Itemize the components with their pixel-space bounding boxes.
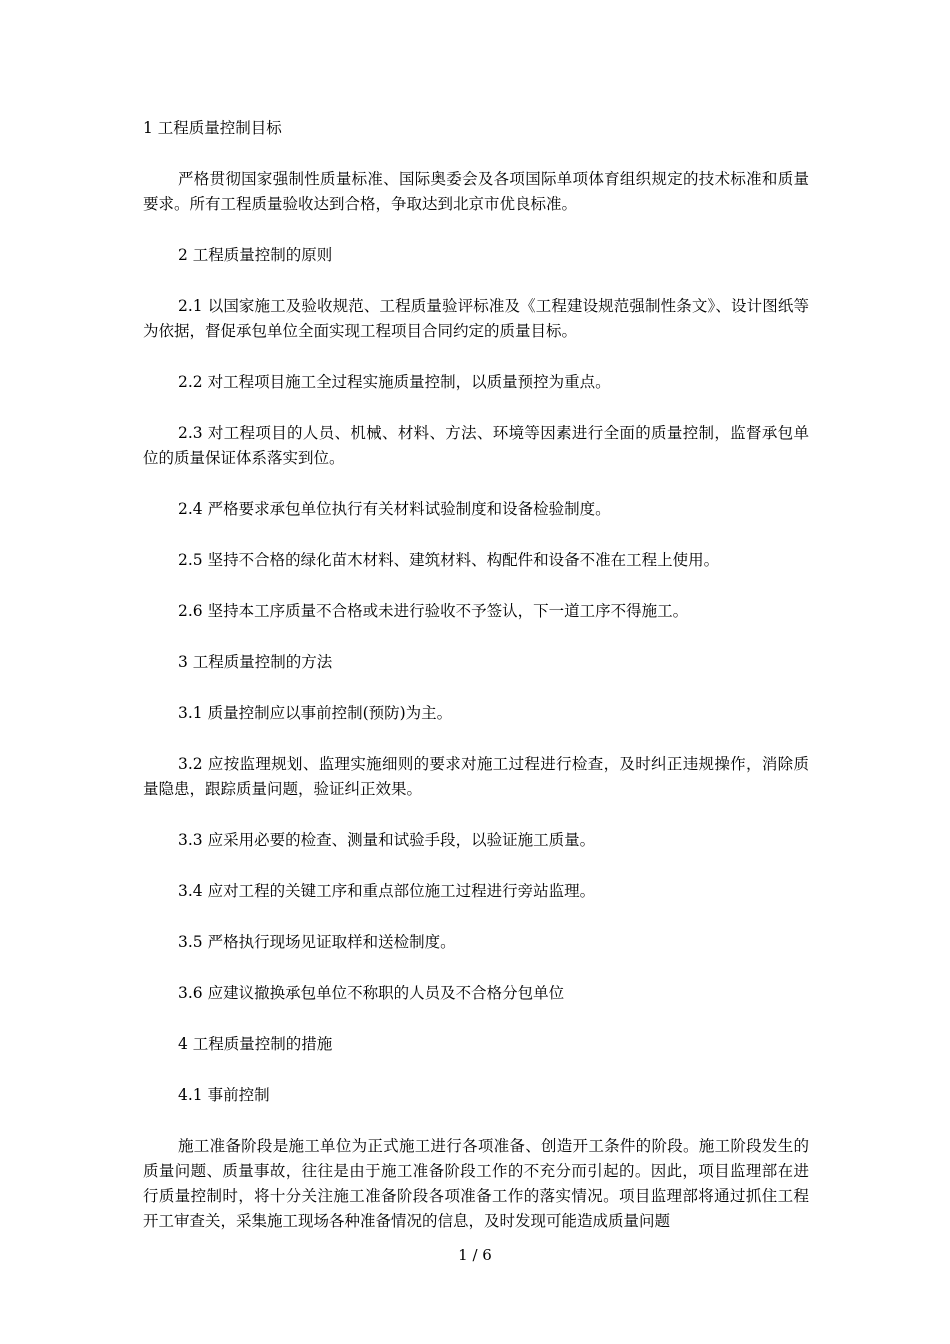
paragraph-preparation-stage: 施工准备阶段是施工单位为正式施工进行各项准备、创造开工条件的阶段。施工阶段发生的质量问题、质量事故，往往是由于施工准备阶段工作的不充分而引起的。因此，项目监理部在进行质量控制时，将十分关注施工准备阶段各项准备工作的落实情况。项目监理部将通过抓住工程开工审查关，采集施工现场各种准备情况的信息，及时发现可能造成质量问题 bbox=[143, 1137, 809, 1230]
paragraph-2-5: 2.5 坚持不合格的绿化苗木材料、建筑材料、构配件和设备不准在工程上使用。 bbox=[178, 551, 720, 569]
paragraph-2-3: 2.3 对工程项目的人员、机械、材料、方法、环境等因素进行全面的质量控制，监督承包单位的质量保证体系落实到位。 bbox=[143, 424, 809, 467]
paragraph-2-6: 2.6 坚持本工序质量不合格或未进行验收不予签认，下一道工序不得施工。 bbox=[178, 602, 689, 620]
section-heading-3: 3 工程质量控制的方法 bbox=[178, 653, 333, 671]
paragraph-3-5: 3.5 严格执行现场见证取样和送检制度。 bbox=[178, 933, 456, 951]
paragraph-2-4: 2.4 严格要求承包单位执行有关材料试验制度和设备检验制度。 bbox=[178, 500, 611, 518]
paragraph-3-1: 3.1 质量控制应以事前控制(预防)为主。 bbox=[178, 704, 453, 722]
page-number: 1 / 6 bbox=[458, 1246, 492, 1264]
document-body bbox=[143, 116, 809, 1234]
paragraph-2-1: 2.1 以国家施工及验收规范、工程质量验评标准及《工程建设规范强制性条文》、设计图纸等为依据，督促承包单位全面实现工程项目合同约定的质量目标。 bbox=[143, 297, 809, 340]
paragraph-2-2: 2.2 对工程项目施工全过程实施质量控制，以质量预控为重点。 bbox=[178, 373, 611, 391]
section-heading-2: 2 工程质量控制的原则 bbox=[178, 246, 333, 264]
paragraph-quality-goal: 严格贯彻国家强制性质量标准、国际奥委会及各项国际单项体育组织规定的技术标准和质量要求。所有工程质量验收达到合格，争取达到北京市优良标准。 bbox=[143, 170, 809, 213]
section-heading-4: 4 工程质量控制的措施 bbox=[178, 1035, 333, 1053]
paragraph-3-2: 3.2 应按监理规划、监理实施细则的要求对施工过程进行检查，及时纠正违规操作，消除质量隐患，跟踪质量问题，验证纠正效果。 bbox=[143, 755, 809, 798]
paragraph-3-4: 3.4 应对工程的关键工序和重点部位施工过程进行旁站监理。 bbox=[178, 882, 596, 900]
paragraph-3-3: 3.3 应采用必要的检查、测量和试验手段，以验证施工质量。 bbox=[178, 831, 596, 849]
section-heading-1: 1 工程质量控制目标 bbox=[143, 119, 282, 137]
paragraph-3-6: 3.6 应建议撤换承包单位不称职的人员及不合格分包单位 bbox=[178, 984, 565, 1002]
subsection-heading-4-1: 4.1 事前控制 bbox=[178, 1086, 270, 1104]
